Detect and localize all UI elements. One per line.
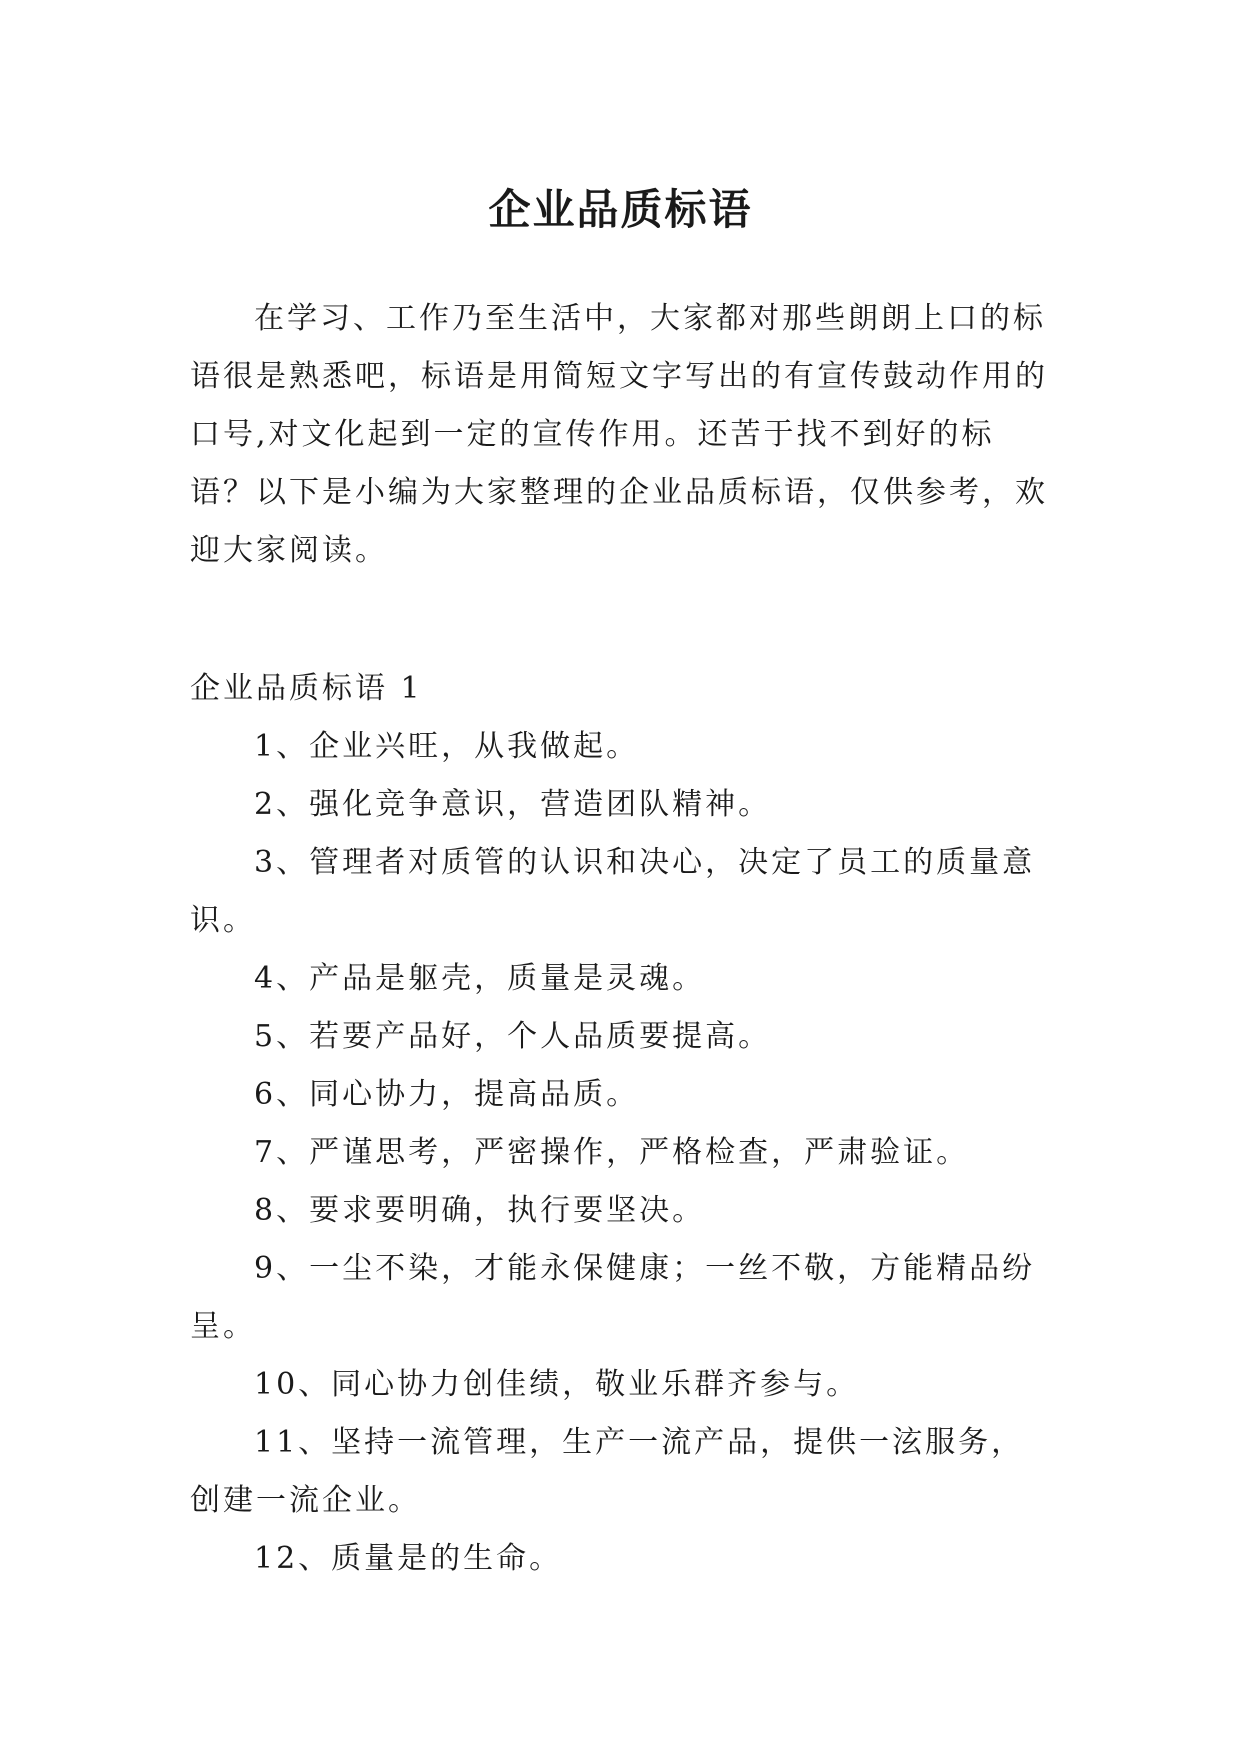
- document-body: [190, 290, 1050, 1588]
- slogan-item: 11、坚持一流管理，生产一流产品，提供一泫服务，创建一流企业。: [190, 1425, 1025, 1518]
- slogan-item: 10、同心协力创佳绩，敬业乐群齐参与。: [254, 1367, 860, 1402]
- section-heading: 企业品质标语 1: [190, 671, 423, 706]
- slogan-list: [190, 718, 1050, 1588]
- slogan-item: 5、若要产品好，个人品质要提高。: [254, 1019, 772, 1054]
- slogan-item: 7、严谨思考，严密操作，严格检查，严肃验证。: [254, 1135, 970, 1170]
- slogan-item: 9、一尘不染，才能永保健康；一丝不敬，方能精品纷呈。: [190, 1251, 1036, 1344]
- slogan-item: 4、产品是躯壳，质量是灵魂。: [254, 961, 706, 996]
- slogan-item: 2、强化竞争意识，营造团队精神。: [254, 787, 772, 822]
- slogan-item: 1、企业兴旺，从我做起。: [254, 729, 640, 764]
- slogan-item: 6、同心协力，提高品质。: [254, 1077, 640, 1112]
- intro-paragraph: 在学习、工作乃至生活中，大家都对那些朗朗上口的标语很是熟悉吧，标语是用简短文字写出的有宣传鼓动作用的口号,对文化起到一定的宣传作用。还苦于找不到好的标语？以下是小编为大家整理的企业品质标语，仅供参考，欢迎大家阅读。: [190, 301, 1048, 568]
- slogan-item: 8、要求要明确，执行要坚决。: [254, 1193, 706, 1228]
- slogan-item: 12、质量是的生命。: [254, 1541, 563, 1576]
- slogan-item: 3、管理者对质管的认识和决心，决定了员工的质量意识。: [190, 845, 1036, 938]
- document-title: 企业品质标语: [488, 185, 753, 235]
